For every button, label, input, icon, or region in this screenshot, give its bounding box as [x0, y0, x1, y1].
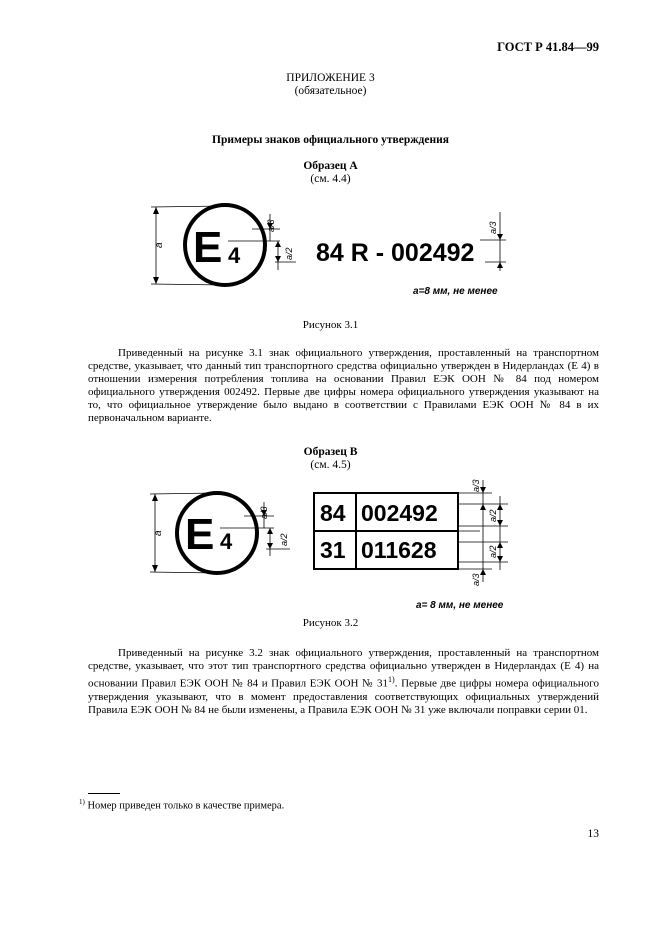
sample-a-title: Образец А	[303, 160, 358, 172]
sample-b-ref: (см. 4.5)	[310, 459, 351, 471]
sample-a-dim-a2: a/2	[284, 247, 294, 260]
sample-b-paragraph-part2: . Первые две цифры номера официального утверждения указывают, что в момент предоставления соответствующих официальных утверждений Правила ЕЭК ООН № 84 не были изменены, а Правила ЕЭК ООН № 31 уже включали поправки серии 01.	[88, 677, 599, 716]
footnote-text: Номер приведен только в качестве примера.	[84, 800, 285, 812]
sample-b-dim-a3-bottom: a/3	[471, 573, 481, 586]
figure-3-1-caption: Рисунок 3.1	[302, 319, 359, 331]
standard-header: ГОСТ Р 41.84—99	[497, 40, 599, 54]
sample-b-e-number: 4	[220, 529, 233, 554]
sample-a-paragraph: Приведенный на рисунке 3.1 знак официального утверждения, проставленный на транспортном средстве, указывает, что данный тип транспортного средства официально утвержден в Нидерландах (Е 4) в отношении измерения потребления топлива на основании Правил ЕЭК ООН № 84 под номером официального утверждения 002492. Первые две цифры номера официального утверждения указывают на то, что официальное утверждение было выдано в соответствии с Правилами ЕЭК ООН № 84 в их первоначальном варианте.	[88, 347, 599, 424]
sample-a-dim-a3-right: a/3	[488, 221, 498, 234]
sample-b-dim-a2-top: a/2	[488, 509, 498, 522]
sample-b-paragraph	[88, 647, 599, 717]
sample-b-dim-a3: a/3	[259, 506, 269, 519]
sample-b-row2-reg: 31	[320, 537, 346, 563]
footnote-ref: 1)	[388, 675, 395, 684]
sample-b-heading	[0, 446, 661, 472]
sample-b-dim-a2-bottom: a/2	[488, 545, 498, 558]
footnote-mark: 1)	[79, 798, 85, 806]
sample-b-e-letter: E	[185, 510, 215, 559]
sample-a-dim-a: a	[154, 242, 165, 248]
sample-b-size-note: a= 8 мм, не менее	[416, 600, 504, 611]
footnote	[79, 798, 284, 812]
sample-a-dim-a3: a/3	[266, 219, 276, 232]
section-title: Примеры знаков официального утверждения	[212, 134, 449, 146]
sample-b-row1-number: 002492	[361, 500, 438, 526]
appendix-title: ПРИЛОЖЕНИЕ 3	[286, 72, 375, 84]
figure-3-2-caption: Рисунок 3.2	[302, 617, 359, 629]
sample-a-e-letter: E	[193, 223, 223, 272]
sample-a-size-note: a=8 мм, не менее	[413, 286, 498, 297]
page-number: 13	[587, 828, 599, 840]
sample-a-approval-number: 84 R - 002492	[316, 239, 475, 267]
sample-b-paragraph-part1: Приведенный на рисунке 3.2 знак официального утверждения, проставленный на транспортном средстве, указывает, что этот тип транспортного средства официально утвержден в Нидерландах (Е 4) на основании Правил ЕЭК ООН № 84 и Правил ЕЭК ООН № 31	[88, 647, 599, 690]
sample-b-dim-a2: a/2	[279, 533, 289, 546]
figure-3-1	[151, 205, 506, 297]
sample-b-row1-reg: 84	[320, 500, 346, 526]
sample-a-e-number: 4	[228, 243, 241, 268]
sample-b-row2-number: 011628	[361, 537, 437, 563]
appendix-note: (обязательное)	[294, 85, 367, 97]
sample-b-dim-a: a	[153, 530, 164, 536]
sample-b-title: Образец В	[303, 446, 358, 458]
footnote-divider	[88, 793, 120, 794]
sample-a-ref: (см. 4.4)	[310, 173, 351, 185]
sample-b-dim-a3-top: a/3	[471, 479, 481, 492]
figure-3-2	[150, 479, 508, 611]
